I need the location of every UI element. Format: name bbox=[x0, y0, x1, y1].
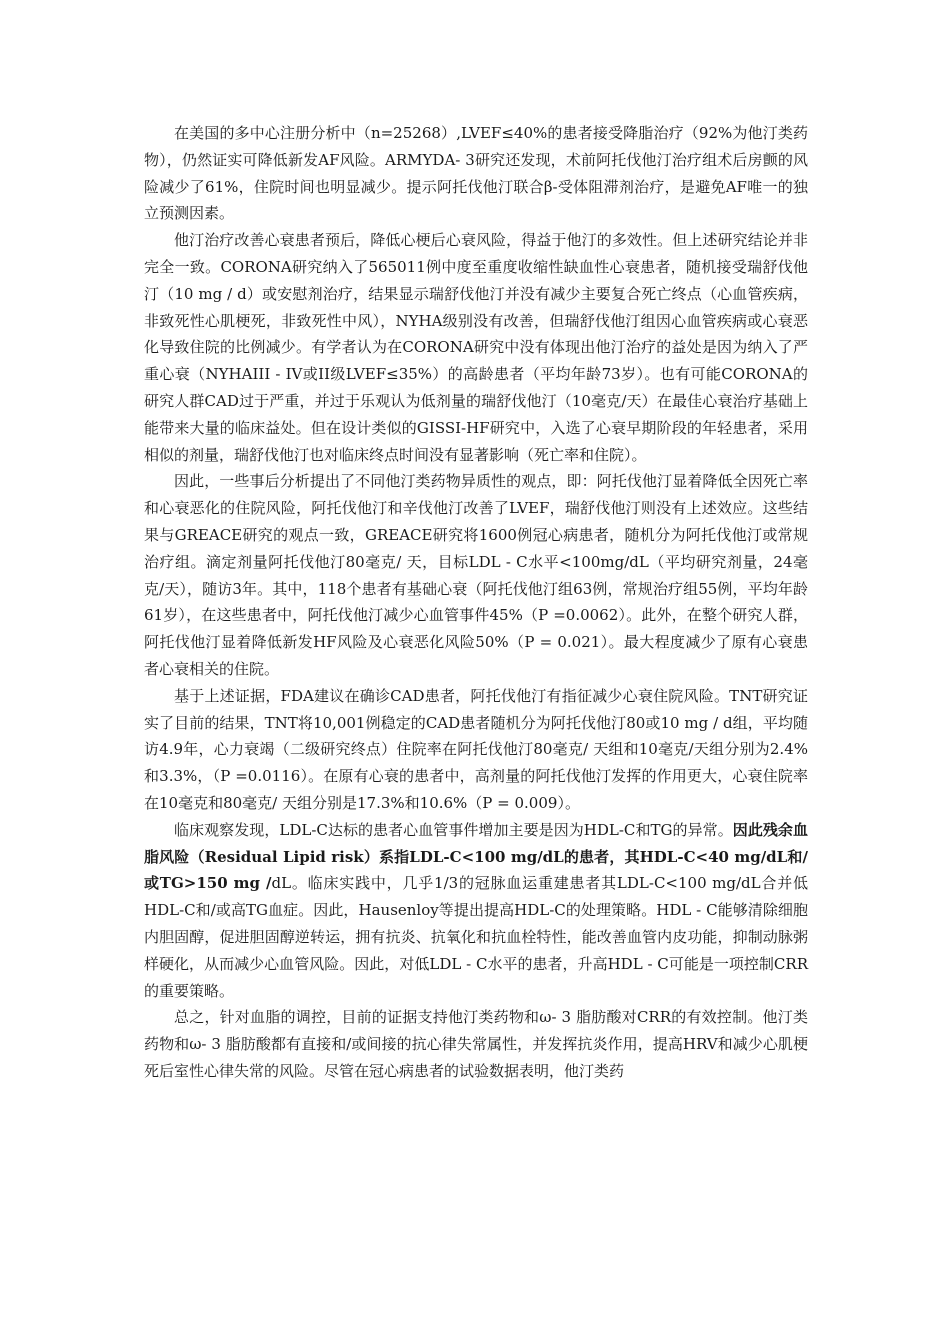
paragraph-fda-tnt bbox=[144, 683, 808, 817]
paragraph-conclusion bbox=[144, 1004, 808, 1084]
paragraph-text: 在美国的多中心注册分析中（n=25268）,LVEF≤40%的患者接受降脂治疗（92%为他汀类药物），仍然证实可降低新发AF风险。ARMYDA- 3研究还发现，术前阿托伐他汀治疗组术后房颤的风险减少了61%，住院时间也明显减少。提示阿托伐他汀联合β-受体阻滞剂治疗，是避免AF唯一的独立预测因素。 bbox=[144, 124, 808, 223]
paragraph-statin-heterogeneity bbox=[144, 468, 808, 682]
paragraph-text: dL。临床实践中，几乎1/3的冠脉血运重建患者其LDL-C<100 mg/dL合并低HDL-C和/或高TG血症。因此，Hausenloy等提出提高HDL-C的处理策略。HDL - C能够清除细胞内胆固醇，促进胆固醇逆转运，拥有抗炎、抗氧化和抗血栓特性，能改善血管内皮功能，抑制动脉粥样硬化，从而减少心血管风险。因此，对低LDL - C水平的患者，升高HDL - C可能是一项控制CRR的重要策略。 bbox=[144, 874, 809, 1000]
paragraph-residual-lipid-risk bbox=[144, 817, 808, 1005]
paragraph-text: 总之，针对血脂的调控，目前的证据支持他汀类药物和ω- 3 脂肪酸对CRR的有效控制。他汀类药物和ω- 3 脂肪酸都有直接和/或间接的抗心律失常属性，并发挥抗炎作用，提高HRV和减少心肌梗死后室性心律失常的风险。尽管在冠心病患者的试验数据表明，他汀类药 bbox=[144, 1008, 808, 1080]
paragraph-text: 因此，一些事后分析提出了不同他汀类药物异质性的观点，即：阿托伐他汀显着降低全因死亡率和心衰恶化的住院风险，阿托伐他汀和辛伐他汀改善了LVEF，瑞舒伐他汀则没有上述效应。这些结果与GREACE研究的观点一致，GREACE研究将1600例冠心病患者，随机分为阿托伐他汀或常规治疗组。滴定剂量阿托伐他汀80毫克/ 天，目标LDL - C水平<100mg/dL（平均研究剂量，24毫克/天），随访3年。其中，118个患者有基础心衰（阿托伐他汀组63例，常规治疗组55例，平均年龄61岁），在这些患者中，阿托伐他汀减少心血管事件45%（P =0.0062）。此外，在整个研究人群，阿托伐他汀显着降低新发HF风险及心衰恶化风险50%（P = 0.021）。最大程度减少了原有心衰患者心衰相关的住院。 bbox=[144, 472, 808, 678]
residual-risk-definition: 因此残余血脂风险（Residual Lipid risk）系指LDL-C<100 mg/dL的患者，其HDL-C<40 mg/dL和/或TG>150 mg / bbox=[144, 820, 808, 893]
paragraph-text: 基于上述证据，FDA建议在确诊CAD患者，阿托伐他汀有指征减少心衰住院风险。TNT研究证实了目前的结果，TNT将10,001例稳定的CAD患者随机分为阿托伐他汀80或10 mg / d组，平均随访4.9年，心力衰竭（二级研究终点）住院率在阿托伐他汀80毫克/ 天组和10毫克/天组分别为2.4%和3.3%，（P =0.0116）。在原有心衰的患者中，高剂量的阿托伐他汀发挥的作用更大，心衰住院率在10毫克和80毫克/ 天组分别是17.3%和10.6%（P = 0.009）。 bbox=[144, 686, 808, 812]
paragraph-text: 他汀治疗改善心衰患者预后，降低心梗后心衰风险，得益于他汀的多效性。但上述研究结论并非完全一致。CORONA研究纳入了565011例中度至重度收缩性缺血性心衰患者，随机接受瑞舒伐他汀（10 mg / d）或安慰剂治疗，结果显示瑞舒伐他汀并没有减少主要复合死亡终点（心血管疾病，非致死性心肌梗死，非致死性中风），NYHA级别没有改善，但瑞舒伐他汀组因心血管疾病或心衰恶化导致住院的比例减少。有学者认为在CORONA研究中没有体现出他汀治疗的益处是因为纳入了严重心衰（NYHAIII - IV或II级LVEF≤35%）的高龄患者（平均年龄73岁）。也有可能CORONA的研究人群CAD过于严重，并过于乐观认为低剂量的瑞舒伐他汀（10毫克/天）在最佳心衰治疗基础上能带来大量的临床益处。但在设计类似的GISSI-HF研究中，入选了心衰早期阶段的年轻患者，采用相似的剂量，瑞舒伐他汀也对临床终点时间没有显著影响（死亡率和住院）。 bbox=[144, 231, 808, 464]
paragraph-af-risk bbox=[144, 120, 808, 227]
document-page bbox=[144, 120, 808, 1085]
paragraph-text: 临床观察发现，LDL-C达标的患者心血管事件增加主要是因为HDL-C和TG的异常。 bbox=[174, 820, 733, 839]
paragraph-heart-failure-corona bbox=[144, 227, 808, 468]
